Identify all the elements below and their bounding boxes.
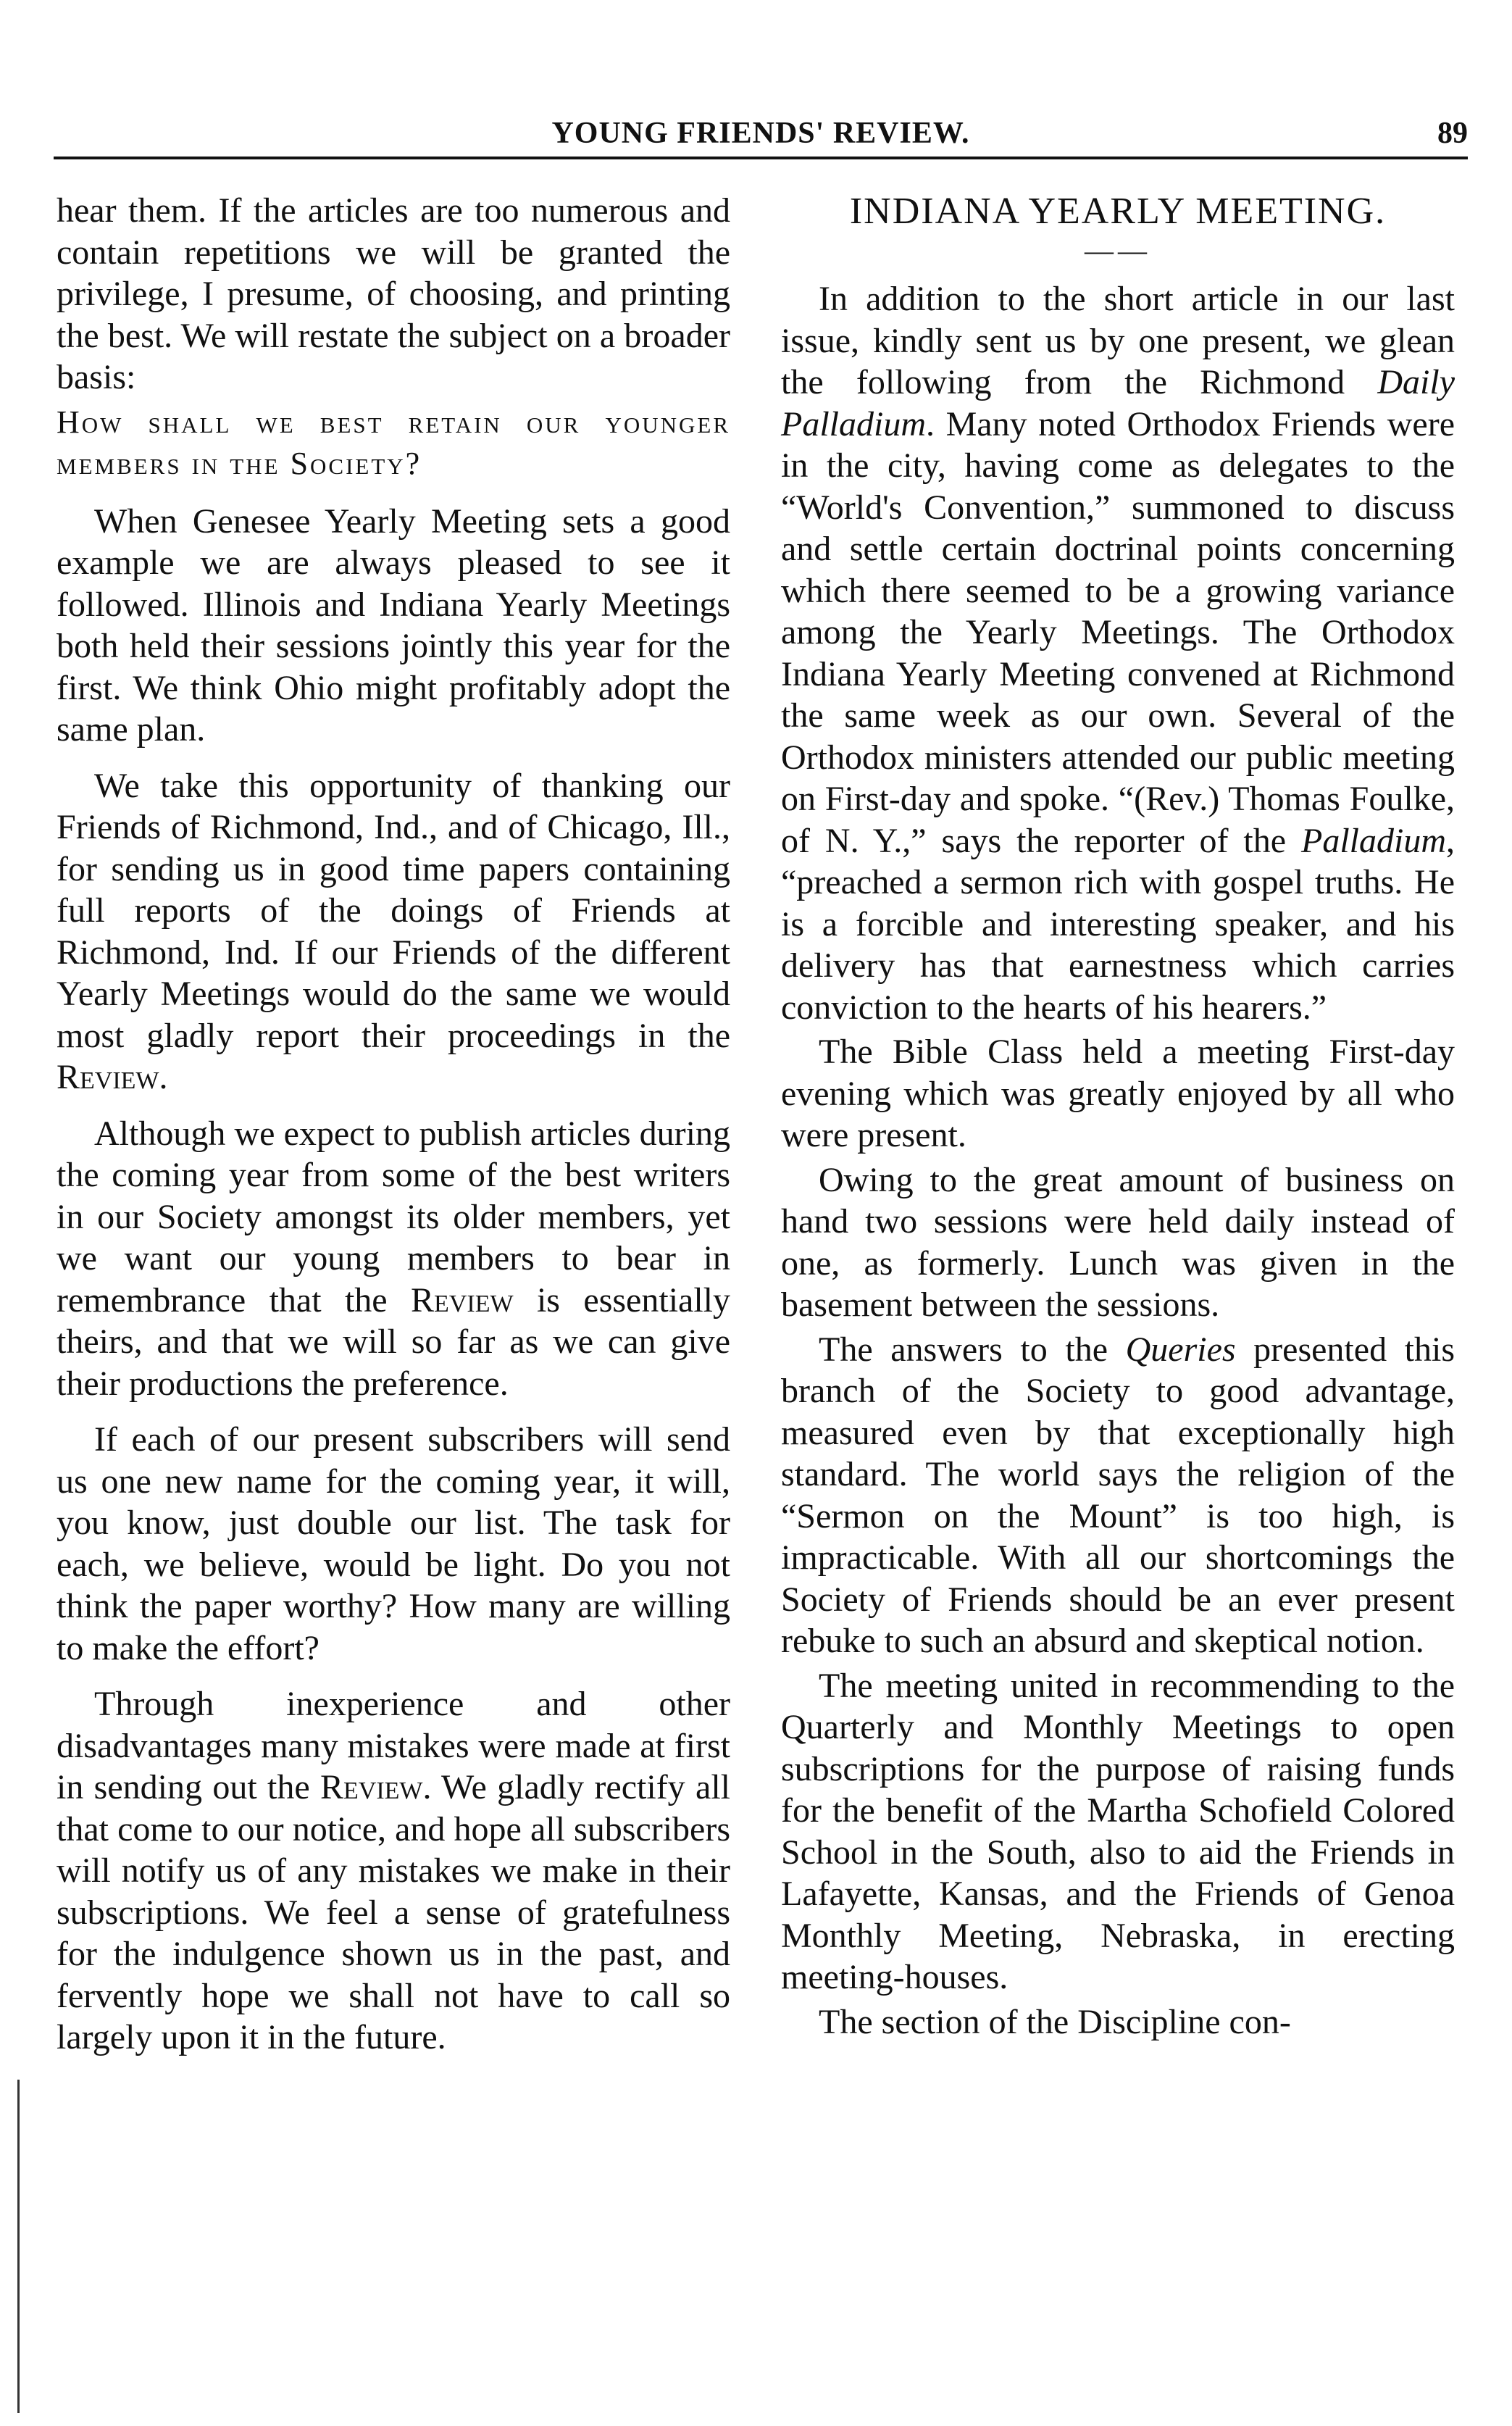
paragraph-inexperience-a: Through inexperience and other disadvantages many mistakes were made at first in sending out the — [57, 1685, 730, 1806]
question-heading: How shall we best retain our younger members in the Society? — [57, 404, 730, 481]
review-name: Review — [320, 1768, 423, 1806]
left-column — [57, 190, 730, 2073]
page-number: 89 — [1437, 117, 1468, 150]
paragraph-queries — [781, 1329, 1455, 1662]
paragraph-bible-class: The Bible Class held a meeting First-day evening which was greatly enjoyed by all who were present. — [781, 1033, 1455, 1154]
paragraph-addition-c: , “preached a sermon rich with gospel truths. He is a forcible and interesting speaker, and his delivery has that earnestness which carries conviction to the hearts of his hearers.” — [781, 821, 1455, 1027]
paragraph-thanking-end: . — [159, 1058, 168, 1096]
paragraph-business: Owing to the great amount of business on hand two sessions were held daily instead of one, as formerly. Lunch was given in the basement between the sessions. — [781, 1160, 1455, 1324]
paragraph-addition-b: . Many noted Orthodox Friends were in the city, having come as delegates to the “World's Convention,” summoned to discuss and settle certain doctrinal points concerning which there seemed to be a growing variance among the Yearly Meetings. The Orthodox Indiana Yearly Meeting convened at Richmond the same week as our own. Several of the Orthodox ministers attended our public meeting on First-day and spoke. “(Rev.) Thomas Foulke, of N. Y.,” says the reporter of the — [781, 404, 1455, 860]
paragraph-subscribers: If each of our present subscribers will send us one new name for the coming year, it will, you know, just double our list. The task for each, we believe, would be light. Do you not think the paper worthy? How many are willing to make the effort? — [57, 1420, 730, 1667]
right-column — [781, 190, 1455, 2046]
running-head: YOUNG FRIENDS' REVIEW. — [551, 117, 970, 150]
review-name: Review — [411, 1280, 514, 1320]
paragraph-queries-a: The answers to the — [819, 1330, 1108, 1369]
paragraph-genesee: When Genesee Yearly Meeting sets a good example we are always pleased to see it followed. Illinois and Indiana Yearly Meetings both held their sessions jointly this year for the first. We think Ohio might profitably adopt the same plan. — [57, 501, 730, 749]
paragraph-inexperience — [57, 1683, 730, 2059]
header-rule — [54, 157, 1468, 159]
paragraph-addition — [781, 278, 1455, 1028]
article-title: INDIANA YEARLY MEETING. — [849, 191, 1387, 232]
paragraph-discipline: The section of the Discipline con- — [819, 2002, 1291, 2041]
paragraph-queries-b: presented this branch of the Society to good advantage, measured even by that exceptionally high standard. The world says the religion of the “Sermon on the Mount” is too high, is impracticable. With all our shortcomings the Society of Friends should be an ever present rebuke to such an absurd and skeptical notion. — [781, 1330, 1455, 1660]
paragraph-recommending: The meeting united in recommending to the Quarterly and Monthly Meetings to open subscriptions for the purpose of raising funds for the benefit of the Martha Schofield Colored School in the South, also to aid the Friends in Lafayette, Kansas, and the Friends of Genoa Monthly Meeting, Nebraska, in erecting meeting-houses. — [781, 1666, 1455, 1996]
paragraph-thanking-text: We take this opportunity of thanking our Friends of Richmond, Ind., and of Chicago, Ill., for sending us in good time papers containing full reports of the doings of Friends at Richmond, Ind. If our Friends of the different Yearly Meetings would do the same we would most gladly report their proceedings in the — [57, 766, 730, 1055]
page-header — [54, 103, 1468, 161]
paragraph-hear-them: hear them. If the articles are too numerous and contain repetitions we will be granted the privilege, I presume, of choosing, and printing the best. We will restate the subject on a broader basis: — [57, 191, 730, 396]
newspaper-name: Palladium — [1301, 821, 1447, 860]
queries-word: Queries — [1125, 1330, 1236, 1369]
paragraph-addition-a: In addition to the short article in our last issue, kindly sent us by one present, we glean the following from the Richmond — [781, 280, 1455, 401]
paragraph-articles-b: is essentially theirs, and that we will so far as we can give their productions the preference. — [57, 1280, 731, 1403]
paragraph-articles — [57, 1113, 730, 1405]
title-separator: —— — [1085, 234, 1151, 267]
newspaper-name: Daily Palladium — [781, 363, 1455, 443]
margin-line — [17, 2080, 20, 2413]
paragraph-inexperience-b: . We gladly rectify all that come to our notice, and hope all subscribers will notify us of any mistakes we make in their subscriptions. We feel a sense of gratefulness for the indulgence shown us in the past, and fervently hope we shall not have to call so largely upon it in the future. — [57, 1768, 730, 2056]
paragraph-articles-a: Although we expect to publish articles during the coming year from some of the best writers in our Society amongst its older members, yet we want our young members to bear in remembrance that the — [57, 1114, 730, 1320]
review-name: Review — [57, 1058, 159, 1096]
paragraph-thanking — [57, 765, 730, 1099]
